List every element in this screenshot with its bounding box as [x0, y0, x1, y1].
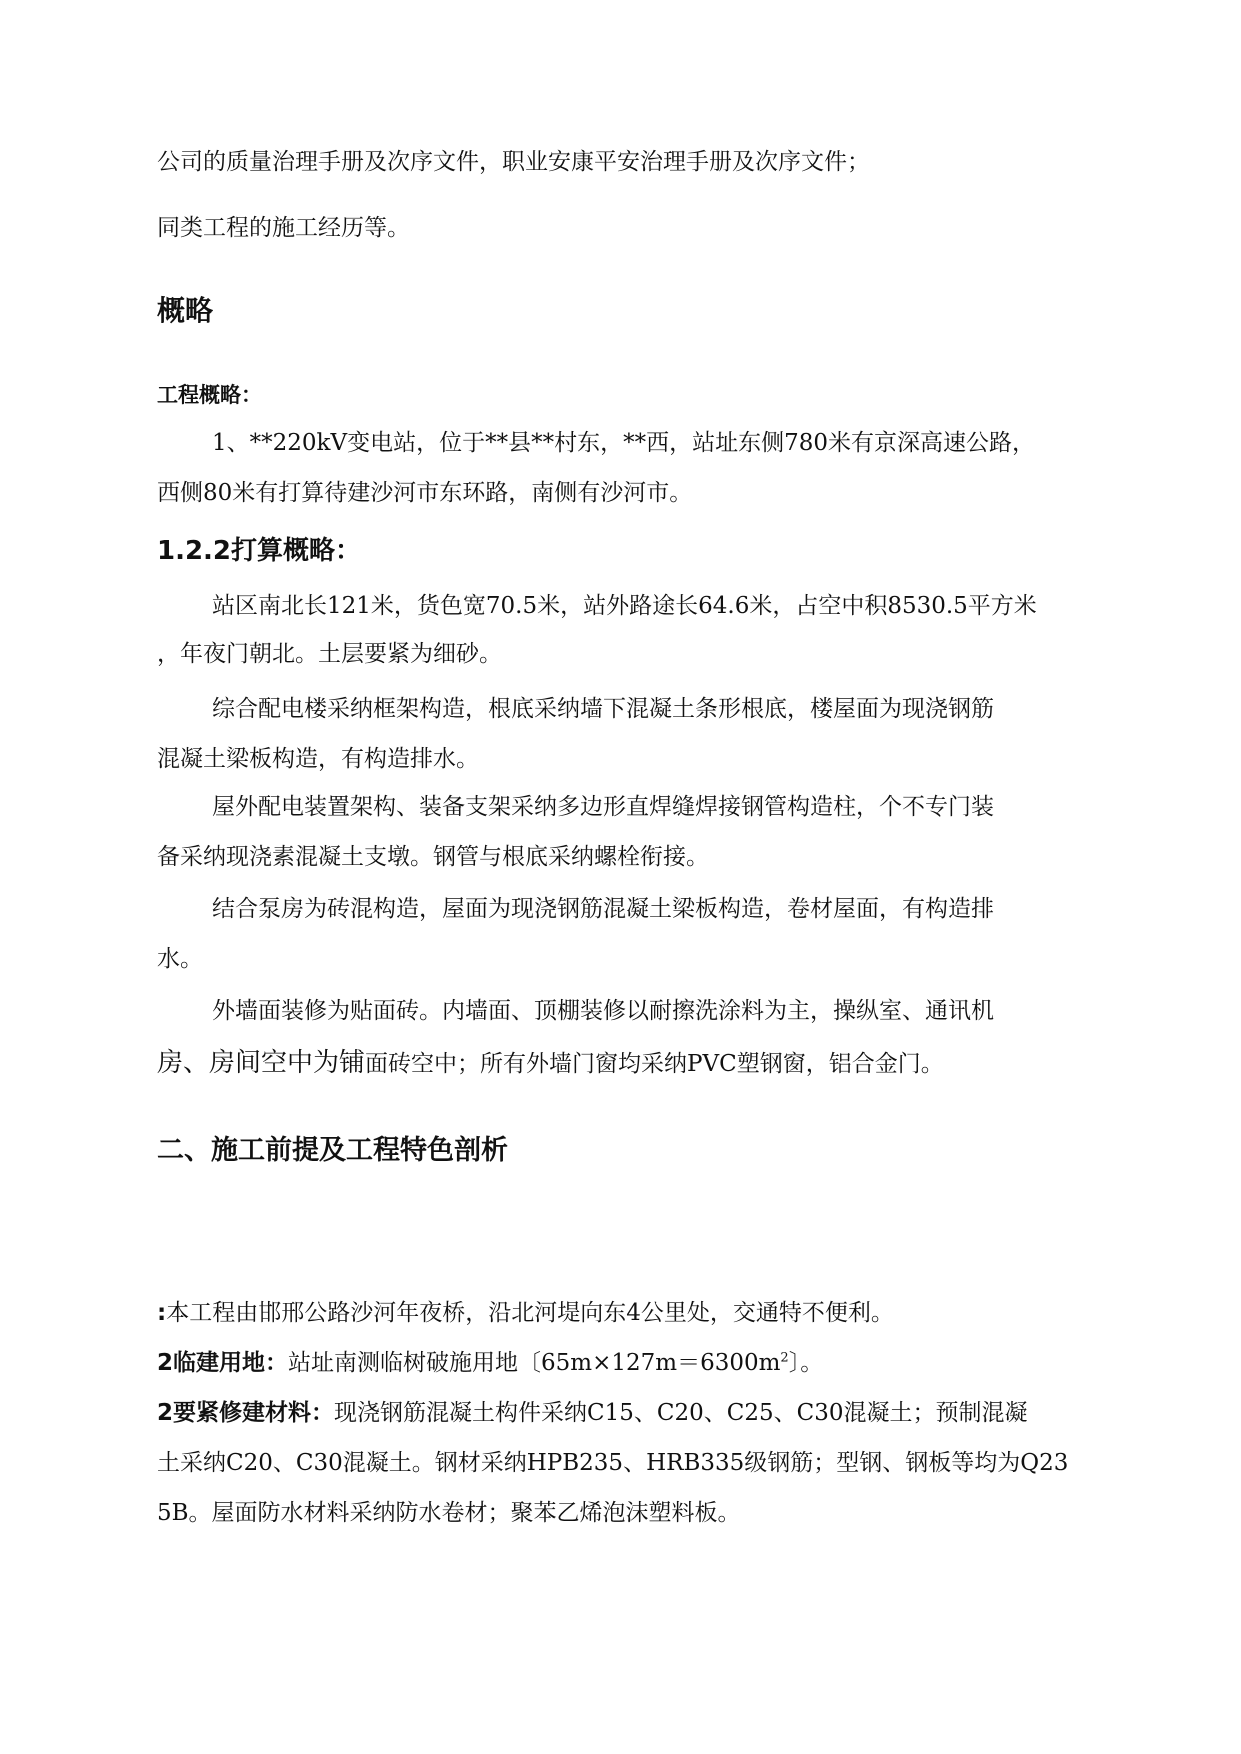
paragraph-line: ，年夜门朝北。土层要紧为细砂。 — [157, 641, 502, 667]
heading-design-overview: 1.2.2打算概略： — [157, 536, 362, 566]
section-title-conditions: 二、施工前提及工程特色剖析 — [157, 1135, 508, 1166]
paragraph-line: 1、**220kV变电站，位于**县**村东，**西，站址东侧780米有京深高速公路， — [212, 430, 1035, 456]
paragraph-line — [157, 1048, 944, 1079]
intro-line-1: 公司的质量治理手册及次序文件，职业安康平安治理手册及次序文件； — [157, 149, 870, 175]
condition-temporary-land — [157, 1348, 823, 1378]
condition-label: : — [157, 1300, 167, 1326]
paragraph-line: 水。 — [157, 946, 203, 972]
condition-text: 站址南测临树破施用地〔65m×127m＝6300m — [288, 1350, 781, 1376]
paragraph-line: 5B。屋面防水材料采纳防水卷材；聚苯乙烯泡沫塑料板。 — [157, 1500, 741, 1526]
paragraph-text: 面砖空中；所有外墙门窗均采纳PVC塑钢窗，铝合金门。 — [365, 1051, 944, 1077]
condition-materials — [157, 1398, 1027, 1428]
paragraph-line: 综合配电楼采纳框架构造，根底采纳墙下混凝土条形根底，楼屋面为现浇钢筋 — [212, 696, 994, 722]
paragraph-text-large: 房、房间空中为铺 — [157, 1048, 366, 1078]
condition-text: 本工程由邯邢公路沙河年夜桥，沿北河堤向东4公里处，交通特不便利。 — [166, 1300, 894, 1326]
paragraph-line: 屋外配电装置架构、装备支架采纳多边形直焊缝焊接钢管构造柱，个不专门装 — [212, 794, 994, 820]
paragraph-line: 结合泵房为砖混构造，屋面为现浇钢筋混凝土梁板构造，卷材屋面，有构造排 — [212, 896, 994, 922]
intro-line-2: 同类工程的施工经历等。 — [157, 215, 410, 241]
heading-project-overview: 工程概略： — [157, 383, 262, 407]
paragraph-line: 外墙面装修为贴面砖。内墙面、顶棚装修以耐擦洗涂料为主，操纵室、通讯机 — [212, 998, 994, 1024]
superscript: 2 — [780, 1350, 789, 1366]
condition-text: 现浇钢筋混凝土构件采纳C15、C20、C25、C30混凝土；预制混凝 — [334, 1400, 1028, 1426]
paragraph-line: 站区南北长121米，货色宽70.5米，站外路途长64.6米，占空中积8530.5平方米 — [212, 593, 1037, 619]
paragraph-line: 备采纳现浇素混凝土支墩。钢管与根底采纳螺栓衔接。 — [157, 844, 709, 870]
paragraph-line: 混凝土梁板构造，有构造排水。 — [157, 746, 479, 772]
condition-label: 2临建用地： — [157, 1350, 289, 1376]
condition-label: 2要紧修建材料： — [157, 1400, 335, 1426]
paragraph-line: 西侧80米有打算待建沙河市东环路，南侧有沙河市。 — [157, 480, 693, 506]
paragraph-line: 土采纳C20、C30混凝土。钢材采纳HPB235、HRB335级钢筋；型钢、钢板等均为Q23 — [157, 1450, 1069, 1476]
section-title-overview: 概略 — [157, 294, 214, 327]
condition-text-end: 〕。 — [788, 1350, 824, 1376]
condition-traffic — [157, 1298, 894, 1328]
